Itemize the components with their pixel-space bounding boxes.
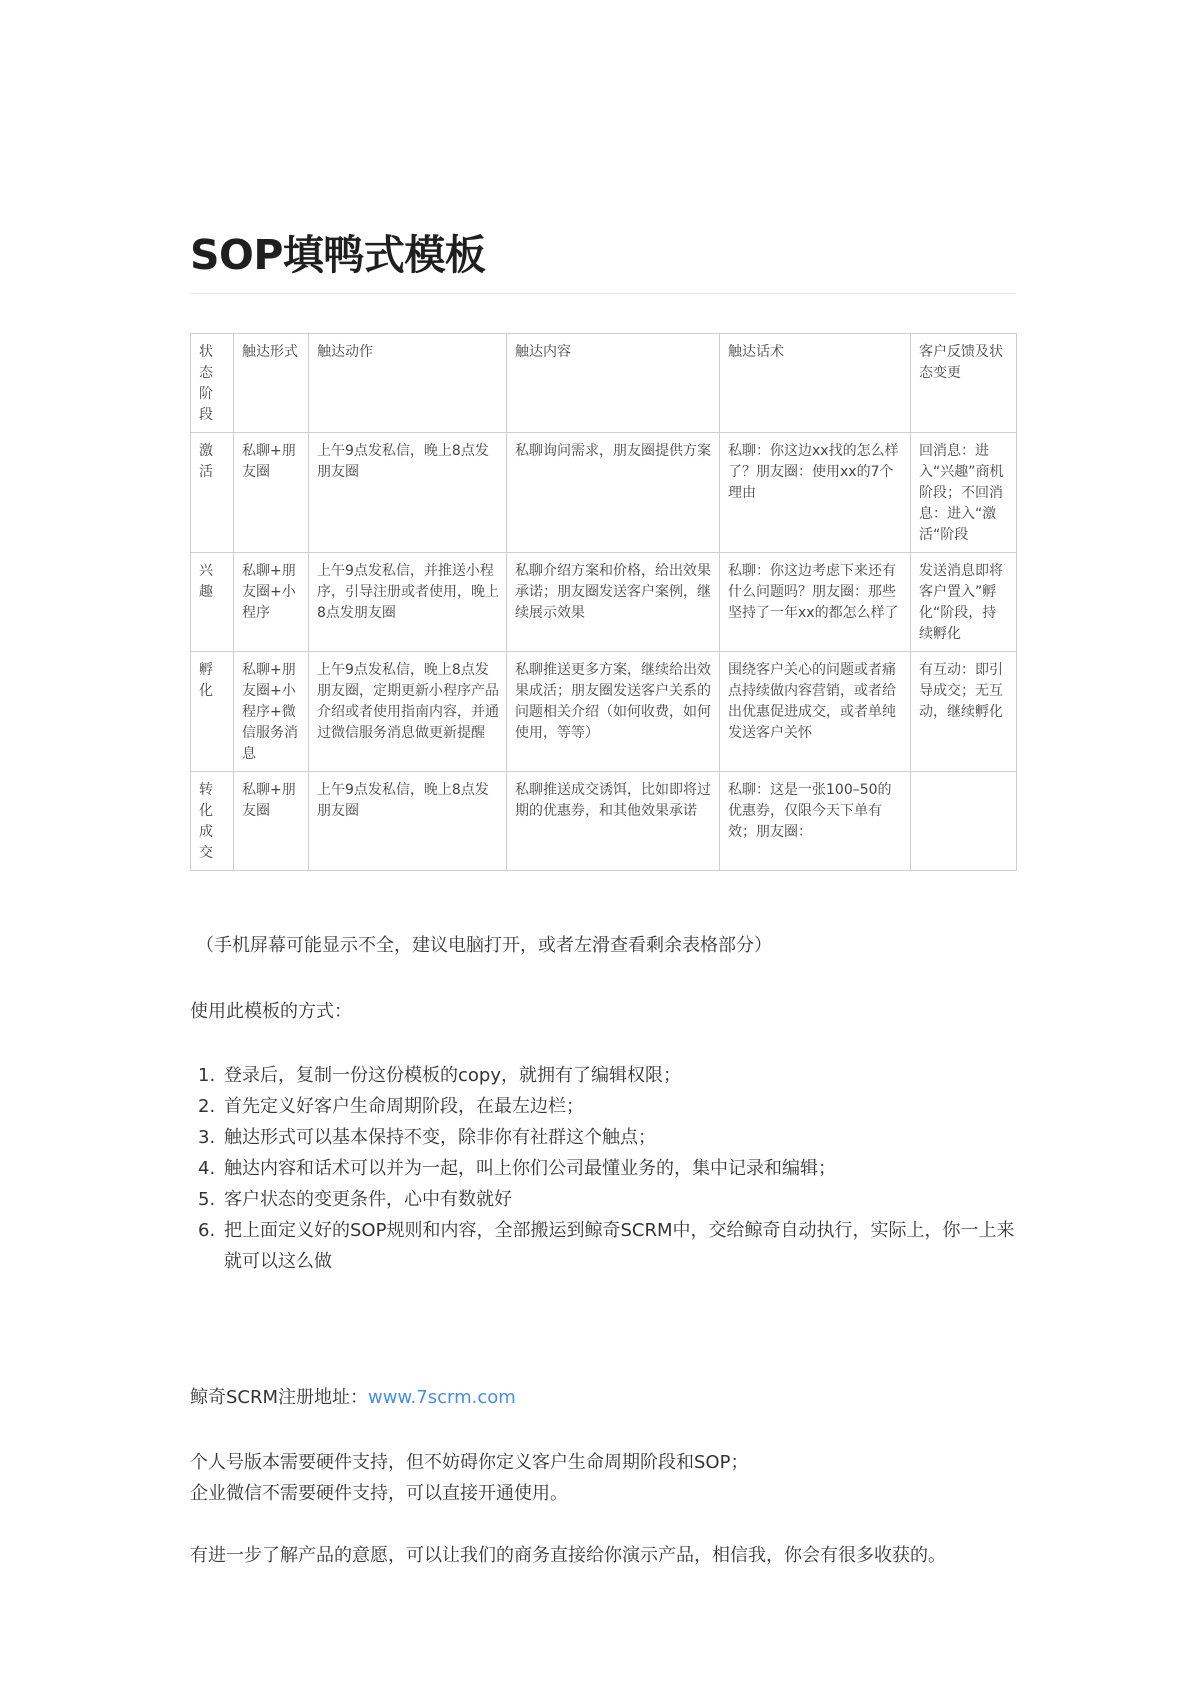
list-number: 4.: [198, 1158, 216, 1179]
header-content: 触达内容: [507, 334, 720, 433]
table-cell: 激活: [191, 433, 234, 553]
table-cell: 私聊+朋友圈: [234, 433, 309, 553]
sop-table: [190, 333, 1017, 871]
list-item: [190, 1060, 1016, 1091]
table-cell: 私聊推送成交诱饵，比如即将过期的优惠券，和其他效果承诺: [507, 772, 720, 871]
table-cell: 孵化: [191, 652, 234, 772]
usage-steps-list: [190, 1060, 1016, 1277]
list-number: 1.: [198, 1065, 216, 1086]
header-script: 触达话术: [720, 334, 911, 433]
list-number: 2.: [198, 1096, 216, 1117]
table-cell: 私聊+朋友圈+小程序: [234, 553, 309, 652]
mobile-hint: （手机屏幕可能显示不全，建议电脑打开，或者左滑查看剩余表格部分）: [196, 935, 772, 956]
register-label: 鲸奇SCRM注册地址：: [190, 1387, 369, 1408]
list-item-text: 登录后，复制一份这份模板的copy，就拥有了编辑权限；: [224, 1065, 681, 1086]
note-line: 企业微信不需要硬件支持，可以直接开通使用。: [190, 1483, 568, 1504]
table-cell: 上午9点发私信，并推送小程序，引导注册或者使用，晚上8点发朋友圈: [309, 553, 507, 652]
table-row: [191, 652, 1017, 772]
table-cell: 上午9点发私信，晚上8点发朋友圈，定期更新小程序产品介绍或者使用指南内容，并通过微信服务消息做更新提醒: [309, 652, 507, 772]
list-number: 6.: [198, 1220, 216, 1241]
title-divider: [190, 293, 1016, 294]
table-cell: 兴趣: [191, 553, 234, 652]
table-cell: 私聊：你这边考虑下来还有什么问题吗？朋友圈：那些坚持了一年xx的都怎么样了: [720, 553, 911, 652]
contact-paragraph: 有进一步了解产品的意愿，可以让我们的商务直接给你演示产品，相信我，你会有很多收获的。: [190, 1545, 946, 1566]
table-cell: 私聊：你这边xx找的怎么样了？朋友圈：使用xx的7个理由: [720, 433, 911, 553]
page-title: SOP填鸭式模板: [190, 231, 486, 279]
table-cell: 私聊询问需求，朋友圈提供方案: [507, 433, 720, 553]
list-item-text: 触达形式可以基本保持不变，除非你有社群这个触点；: [224, 1127, 656, 1148]
list-item: [190, 1153, 1016, 1184]
table-cell: 围绕客户关心的问题或者痛点持续做内容营销，或者给出优惠促进成交，或者单纯发送客户关怀: [720, 652, 911, 772]
list-item-text: 客户状态的变更条件，心中有数就好: [224, 1189, 512, 1210]
table-cell: 转化成交: [191, 772, 234, 871]
list-item-text: 首先定义好客户生命周期阶段，在最左边栏；: [224, 1096, 584, 1117]
table-row: [191, 553, 1017, 652]
list-item: [190, 1091, 1016, 1122]
list-item-text: 触达内容和话术可以并为一起，叫上你们公司最懂业务的，集中记录和编辑；: [224, 1158, 836, 1179]
table-row: [191, 433, 1017, 553]
table-cell: 私聊介绍方案和价格，给出效果承诺；朋友圈发送客户案例，继续展示效果: [507, 553, 720, 652]
header-feedback: 客户反馈及状态变更: [911, 334, 1017, 433]
table-cell: 私聊+朋友圈: [234, 772, 309, 871]
table-header-row: [191, 334, 1017, 433]
table-cell: 私聊推送更多方案，继续给出效果成活；朋友圈发送客户关系的问题相关介绍（如何收费，如何使用，等等）: [507, 652, 720, 772]
list-item-text: 把上面定义好的SOP规则和内容，全部搬运到鲸奇SCRM中，交给鲸奇自动执行，实际上，你一上来就可以这么做: [224, 1220, 1015, 1272]
table-cell: 上午9点发私信，晚上8点发朋友圈: [309, 772, 507, 871]
hardware-note: [190, 1447, 748, 1509]
note-line: 个人号版本需要硬件支持，但不妨碍你定义客户生命周期阶段和SOP；: [190, 1452, 749, 1473]
table-cell: 私聊+朋友圈+小程序+微信服务消息: [234, 652, 309, 772]
table-cell: [911, 772, 1017, 871]
table-cell: 发送消息即将客户置入”孵化“阶段，持续孵化: [911, 553, 1017, 652]
table-cell: 上午9点发私信，晚上8点发朋友圈: [309, 433, 507, 553]
list-number: 5.: [198, 1189, 216, 1210]
register-line: [190, 1383, 516, 1409]
table-cell: 回消息：进入“兴趣”商机阶段；不回消息：进入“激活“阶段: [911, 433, 1017, 553]
usage-heading: 使用此模板的方式：: [190, 1001, 352, 1022]
header-stage: 状态阶段: [191, 334, 234, 433]
register-link[interactable]: www.7scrm.com: [368, 1387, 516, 1408]
table-cell: 私聊：这是一张100–50的优惠券，仅限今天下单有效；朋友圈：: [720, 772, 911, 871]
list-item: [190, 1184, 1016, 1215]
header-channel: 触达形式: [234, 334, 309, 433]
list-number: 3.: [198, 1127, 216, 1148]
table-cell: 有互动：即引导成交；无互动，继续孵化: [911, 652, 1017, 772]
header-action: 触达动作: [309, 334, 507, 433]
list-item: [190, 1215, 1016, 1277]
list-item: [190, 1122, 1016, 1153]
table-row: [191, 772, 1017, 871]
